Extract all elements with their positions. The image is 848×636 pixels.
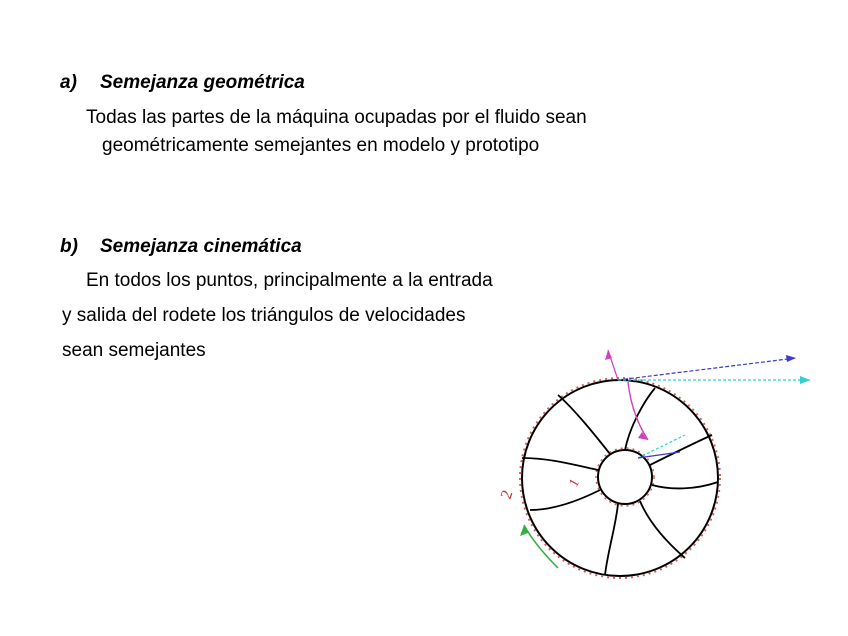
label-outlet: 2 bbox=[497, 488, 517, 502]
impeller-velocity-diagram bbox=[480, 340, 820, 590]
section-a-heading bbox=[60, 72, 305, 94]
impeller-outer-rim bbox=[522, 380, 718, 576]
section-b-text-line-1: En todos los puntos, principalmente a la entrada bbox=[86, 270, 493, 291]
section-a-text-line-2: geométricamente semejantes en modelo y prototipo bbox=[102, 135, 540, 156]
impeller-hub bbox=[598, 450, 652, 504]
section-a-text-line-1: Todas las partes de la máquina ocupadas por el fluido sean bbox=[86, 107, 587, 128]
section-b-letter: b) bbox=[60, 236, 78, 257]
section-a-title: Semejanza geométrica bbox=[100, 72, 305, 93]
section-b-title: Semejanza cinemática bbox=[100, 236, 302, 257]
section-b-text-line-3: sean semejantes bbox=[62, 340, 206, 361]
section-a-letter: a) bbox=[60, 72, 77, 93]
label-inlet: 1 bbox=[566, 476, 583, 490]
section-b-text-line-2: y salida del rodete los triángulos de velocidades bbox=[62, 305, 466, 326]
inlet-velocity-vectors bbox=[628, 382, 685, 458]
section-b-heading bbox=[60, 236, 302, 258]
